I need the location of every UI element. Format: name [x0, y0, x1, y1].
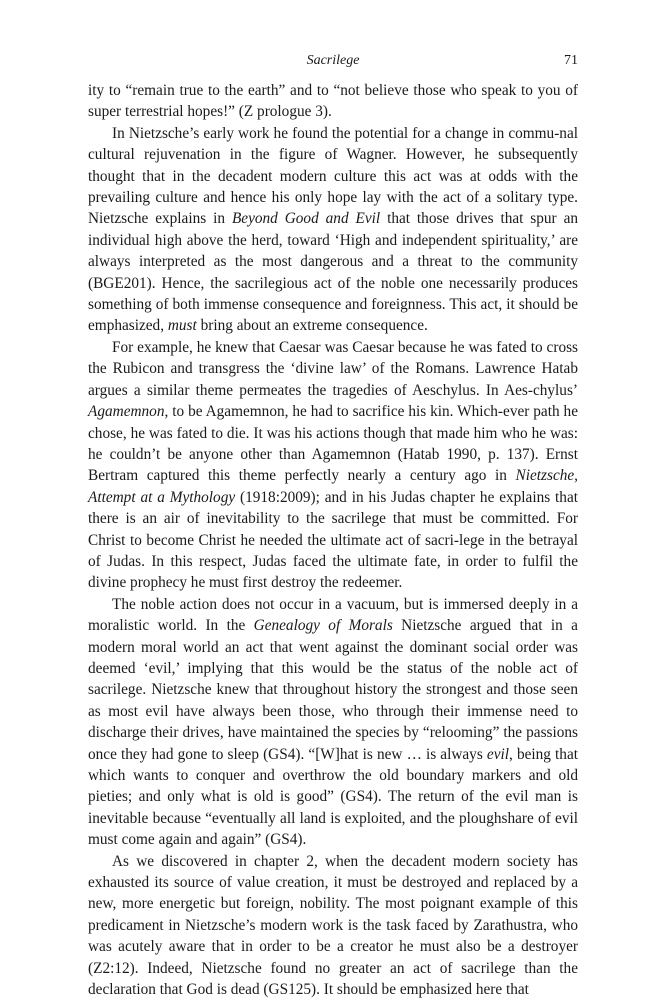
- paragraph-text: In Nietzsche’s early work he found the potential for a change in commu-nal cultural rejuvenation in the figure of Wagner. However, he subsequently thought that in the decadent modern culture this act was at odds with the prevailing culture and hence his only hope lay with the act of a solitary type. Nietzsche explains in: [88, 124, 578, 228]
- paragraph-text: The noble action does not occur in a vacuum, but is immersed deeply in a moralistic world. In the: [88, 595, 578, 635]
- italic-title-text: Nietzsche, Attempt at a Mythology: [88, 467, 578, 506]
- italic-title-text: Agamemnon: [88, 403, 165, 421]
- paragraph-text: , to be Agamemnon, he had to sacrifice his kin. Which-ever path he chose, he was fated to die. It was his actions though that made him who he was: he couldn’t be anyone other than Agamemnon (Hatab 1990, p. 137). Ernst Bertram captured this theme perfectly nearly a century ago in: [88, 403, 578, 485]
- italic-title-text: Beyond Good and Evil: [231, 210, 381, 228]
- italic-title-text: evil: [486, 745, 509, 763]
- paragraph-text: that those drives that spur an individual high above the herd, toward ‘High and independent spirituality,’ are always interpreted as the most dangerous and a threat to the community (BGE201). Hence, the sacrilegious act of the noble one necessarily produces something of both immense consequence and foreignness. This act, it should be emphasized,: [88, 210, 579, 335]
- paragraph-text: (1918:2009); and in his Judas chapter he explains that there is an air of inevitability to the sacrilege that must be committed. For Christ to become Christ he needed the ultimate act of sacri-lege in the betrayal of Judas. In this respect, Judas faced the ultimate fate, in order to fulfil the divine prophecy he must first destroy the redeemer.: [88, 488, 578, 592]
- running-title: Sacrilege: [306, 53, 360, 68]
- paragraph-text: For example, he knew that Caesar was Caesar because he was fated to cross the Rubicon and transgress the ‘divine law’ of the Romans. Lawrence Hatab argues a similar theme permeates the tragedies of Aeschylus. In Aes-chylus’: [88, 338, 578, 399]
- paragraph: [88, 123, 578, 337]
- body-text: [88, 80, 578, 1000]
- paragraph-text: Nietzsche argued that in a modern moral world an act that went against the dominant social order was deemed ‘evil,’ implying that this would be the status of the noble act of sacrilege. Nietzsche knew that throughout history the strongest and those seen as most evil have always been those, who through their immense need to discharge their drives, have maintained the species by “relooming” the passions once they had gone to sleep (GS4). “[W]hat is new … is always: [88, 617, 578, 763]
- paragraph-text: , being that which wants to conquer and overthrow the old boundary markers and old pieties; and only what is old is good” (GS4). The return of the evil man is inevitable because “eventually all land is exploited, and the ploughshare of evil must come again and again” (GS4).: [88, 745, 578, 849]
- paragraph: [88, 337, 578, 594]
- page-number: 71: [564, 53, 578, 68]
- paragraph: [88, 851, 578, 1000]
- paragraph: [88, 80, 578, 123]
- italic-title-text: Genealogy of Morals: [253, 617, 393, 635]
- paragraph-text: ity to “remain true to the earth” and to “not believe those who speak to you of super terrestrial hopes!” (Z prologue 3).: [88, 82, 578, 121]
- paragraph-text: bring about an extreme consequence.: [196, 317, 428, 335]
- italic-title-text: must: [167, 317, 197, 335]
- paragraph: [88, 594, 578, 851]
- paragraph-text: As we discovered in chapter 2, when the decadent modern society has exhausted its source of value creation, it must be destroyed and replaced by a new, more energetic but foreign, nobility. The most poignant example of this predicament in Nietzsche’s modern work is the task faced by Zarathustra, who was acutely aware that in order to be a creator he must also be a destroyer (Z2:12). Indeed, Nietzsche found no greater an act of sacrilege than the declaration that God is dead (GS125). It should be emphasized here that: [88, 852, 578, 999]
- running-head: [88, 50, 578, 72]
